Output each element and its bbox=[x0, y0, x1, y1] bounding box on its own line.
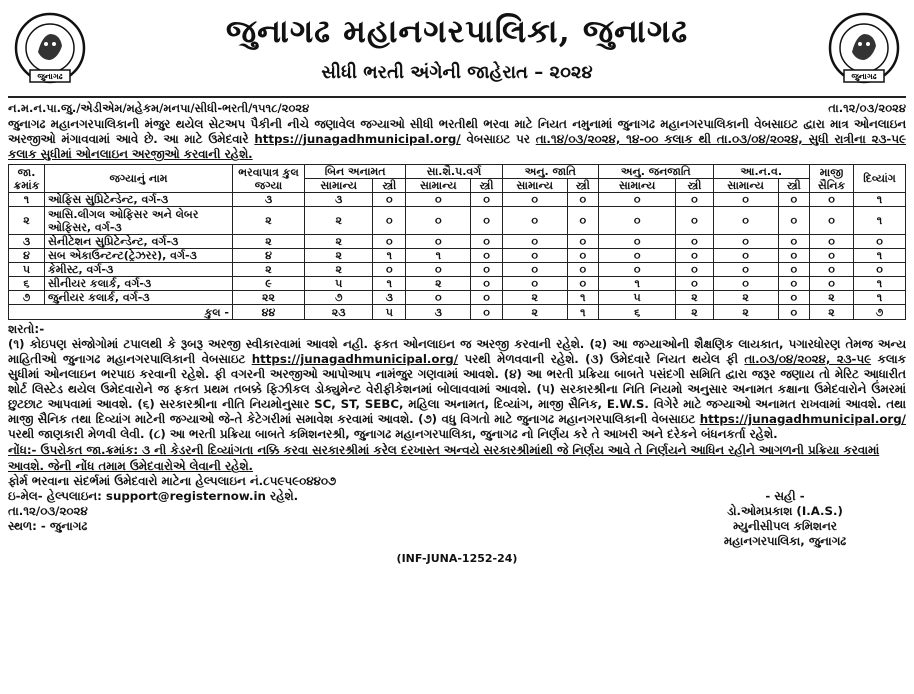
cell-total: ૯ bbox=[233, 277, 305, 291]
cell-ex-serviceman: ૨ bbox=[810, 305, 854, 320]
table-row bbox=[9, 291, 906, 305]
cell-value: ૨ bbox=[305, 207, 373, 235]
signature-block bbox=[670, 489, 900, 549]
cell-value: ૦ bbox=[567, 263, 598, 277]
website-link[interactable]: https://junagadhmunicipal.org/ bbox=[254, 132, 461, 146]
cell-post-name: આસિ.લીગલ ઓફિસર અને લેબર ઓફિસર, વર્ગ-૩ bbox=[45, 207, 233, 235]
sub-female: સ્ત્રી bbox=[471, 179, 502, 193]
municipal-seal-logo bbox=[826, 12, 902, 86]
cell-serial: ૬ bbox=[9, 277, 45, 291]
sub-general: સામાન્ય bbox=[305, 179, 373, 193]
issue-date: તા.૧૨/૦૩/૨૦૨૪ bbox=[8, 504, 88, 518]
cell-ex-serviceman: ૦ bbox=[810, 277, 854, 291]
col-ews: આ.ન.વ. bbox=[713, 165, 809, 179]
header bbox=[8, 6, 906, 98]
cell-value: ૫ bbox=[599, 291, 676, 305]
cell-value: ૦ bbox=[676, 263, 713, 277]
fee-deadline: તા.૦૩/૦૪/૨૦૨૪, ૨૩-૫૯ bbox=[744, 352, 872, 366]
table-row bbox=[9, 263, 906, 277]
cell-total: ૩ bbox=[233, 193, 305, 207]
reference-number: ન.મ.ન.પા.જુ./એડીએમ/મહેકમ/મનપા/સીધી-ભરતી/૧૫૧૮/૨૦૨૪ bbox=[8, 101, 310, 115]
table-row bbox=[9, 249, 906, 263]
cell-value: ૦ bbox=[471, 263, 502, 277]
col-serial: જા. ક્રમાંક bbox=[9, 165, 45, 193]
cell-disabled: ૧ bbox=[854, 291, 906, 305]
cell-value: ૧ bbox=[567, 305, 598, 320]
cell-ex-serviceman: ૦ bbox=[810, 193, 854, 207]
cell-value: ૦ bbox=[713, 193, 778, 207]
cell-serial: ૧ bbox=[9, 193, 45, 207]
cell-serial: ૩ bbox=[9, 235, 45, 249]
cell-value: ૨ bbox=[305, 263, 373, 277]
cell-post-name: સબ એકાઉન્ટન્ટ(ટ્રેઝરર), વર્ગ-૩ bbox=[45, 249, 233, 263]
cell-value: ૦ bbox=[471, 291, 502, 305]
svg-text:જુનાગઢ: જુનાગઢ bbox=[851, 72, 877, 81]
cell-total: ૨૨ bbox=[233, 291, 305, 305]
sub-female: સ્ત્રી bbox=[373, 179, 406, 193]
table-row bbox=[9, 207, 906, 235]
conditions-text: કલાક સુધીમાં ઓનલાઇન ભરપાઇ કરવાની રહેશે. ફી વગરની અરજીઓ આપોઆપ નામંજુર ગણવામાં આવશે. (૪) આ ભરતી પ્રક્રિયા બાબતે પસંદગી સમિતિ દ્વારા જરૂર જણાય તો મેરિટ આધારીત શોર્ટ લિસ્ટેડ થયેલ ઉમેદવારોને જ ફકત પ્રથમ તબક્કે ફિઝીકલ ડોક્યુમેન્ટ વેરીફીકેશનમાં બોલાવવામાં આવશે. (૫) સરકારશ્રીના નિતિ નિયમો અનુસાર અનામત કક્ષાના ઉમેદવારોને ઉંમરમાં છુટછાટ આપવામાં આવશે. (૬) સરકારશ્રીના નીતિ નિયમોનુસાર SC, ST, SEBC, મહિલા અનામત, દિવ્યાંગ, માજી સૈનિક, E.W.S. વિગેરે માટે જગ્યાઓ અનામત રાખવામાં આવશે. તથા માજી સૈનિક તથા દિવ્યાંગ માટેની જગ્યાઓ જે-તે કેટેગરીમાં સમાવેશ કરવામાં આવશે. (૭) વધુ વિગતો માટે જુનાગઢ મહાનગરપાલિકાની વેબસાઇટ bbox=[8, 352, 906, 426]
officer-name: ડો.ઓમપ્રકાશ (I.A.S.) bbox=[727, 504, 843, 518]
intro-paragraph bbox=[8, 117, 906, 162]
note-paragraph: નોંધ:- ઉપરોકત જા.ક્રમાંક: ૩ ની કેડરની દિવ્યાંગતા નક્કિ કરવા સરકારશ્રીમાં કરેલ દરખાસ્ત અન્વયે સરકારશ્રીમાંથી જે નિર્ણય આવે તે નિર્ણયને આધિન રહીને આગળની પ્રક્રિયા કરવામાં આવશે. જેની નોંધ તમામ ઉમેદવારોએ લેવાની રહેશે. bbox=[8, 443, 880, 473]
sub-female: સ્ત્રી bbox=[778, 179, 809, 193]
cell-value: ૦ bbox=[778, 291, 809, 305]
cell-value: ૦ bbox=[778, 207, 809, 235]
cell-value: ૦ bbox=[778, 249, 809, 263]
col-unreserved: બિન અનામત bbox=[305, 165, 406, 179]
cell-value: ૦ bbox=[567, 207, 598, 235]
cell-value: ૦ bbox=[502, 277, 567, 291]
cell-value: ૦ bbox=[471, 207, 502, 235]
cell-post-name: સેનીટેશન સુપ્રિટેન્ડેન્ટ, વર્ગ-૩ bbox=[45, 235, 233, 249]
reference-row bbox=[8, 101, 906, 116]
conditions-title: શરતો:- bbox=[8, 322, 45, 336]
sub-general: સામાન્ય bbox=[713, 179, 778, 193]
cell-ex-serviceman: ૦ bbox=[810, 263, 854, 277]
cell-value: ૫ bbox=[305, 277, 373, 291]
cell-value: ૩ bbox=[373, 291, 406, 305]
officer-organization: મહાનગરપાલિકા, જુનાગઢ bbox=[723, 534, 847, 548]
cell-serial: ૭ bbox=[9, 291, 45, 305]
col-post-name: જગ્યાનું નામ bbox=[45, 165, 233, 193]
cell-value: ૩ bbox=[305, 193, 373, 207]
cell-value: ૦ bbox=[471, 193, 502, 207]
vacancy-rows bbox=[9, 193, 906, 320]
cell-value: ૦ bbox=[676, 277, 713, 291]
cell-disabled: ૧ bbox=[854, 193, 906, 207]
cell-value: ૦ bbox=[406, 235, 471, 249]
cell-value: ૦ bbox=[599, 193, 676, 207]
cell-serial: ૫ bbox=[9, 263, 45, 277]
cell-value: ૭ bbox=[305, 291, 373, 305]
cell-value: ૦ bbox=[778, 193, 809, 207]
cell-value: ૦ bbox=[599, 263, 676, 277]
cell-value: ૦ bbox=[676, 249, 713, 263]
cell-value: ૦ bbox=[567, 235, 598, 249]
cell-ex-serviceman: ૦ bbox=[810, 249, 854, 263]
cell-value: ૦ bbox=[373, 263, 406, 277]
cell-value: ૦ bbox=[567, 193, 598, 207]
cell-value: ૦ bbox=[502, 263, 567, 277]
svg-text:જુનાગઢ: જુનાગઢ bbox=[37, 72, 63, 81]
col-total: ભરવાપાત્ર કુલ જગ્યા bbox=[233, 165, 305, 193]
col-disabled: દિવ્યાંગ bbox=[854, 165, 906, 193]
cell-value: ૨ bbox=[406, 277, 471, 291]
cell-total: ૨ bbox=[233, 235, 305, 249]
cell-value: ૦ bbox=[471, 305, 502, 320]
cell-value: ૨ bbox=[305, 249, 373, 263]
cell-value: ૨ bbox=[713, 291, 778, 305]
total-row bbox=[9, 305, 906, 320]
signature-mark: - સહી - bbox=[765, 489, 805, 503]
cell-value: ૦ bbox=[599, 207, 676, 235]
cell-post-name: કેમીસ્ટ, વર્ગ-૩ bbox=[45, 263, 233, 277]
cell-ex-serviceman: ૨ bbox=[810, 291, 854, 305]
website-link[interactable]: https://junagadhmunicipal.org/ bbox=[699, 412, 906, 426]
cell-value: ૦ bbox=[373, 193, 406, 207]
sub-general: સામાન્ય bbox=[502, 179, 567, 193]
cell-total: ૨ bbox=[233, 263, 305, 277]
page-title: જુનાગઢ મહાનગરપાલિકા, જુનાગઢ bbox=[225, 12, 689, 50]
cell-value: ૫ bbox=[373, 305, 406, 320]
cell-disabled: ૦ bbox=[854, 235, 906, 249]
cell-value: ૦ bbox=[676, 193, 713, 207]
reference-date: તા.૧૨/૦૩/૨૦૨૪ bbox=[828, 101, 906, 115]
cell-total: ૪ bbox=[233, 249, 305, 263]
cell-value: ૦ bbox=[471, 277, 502, 291]
cell-value: ૦ bbox=[567, 249, 598, 263]
sub-female: સ્ત્રી bbox=[567, 179, 598, 193]
helpline-email: ઇ-મેલ- હેલ્પલાઇન: support@registernow.in રહેશે. bbox=[8, 489, 299, 503]
cell-value: ૦ bbox=[502, 235, 567, 249]
cell-serial: ૪ bbox=[9, 249, 45, 263]
cell-disabled: ૧ bbox=[854, 207, 906, 235]
cell-value: ૦ bbox=[676, 235, 713, 249]
cell-disabled: ૭ bbox=[854, 305, 906, 320]
col-st: અનુ. જનજાતિ bbox=[599, 165, 714, 179]
cell-value: ૦ bbox=[676, 207, 713, 235]
cell-value: ૦ bbox=[778, 305, 809, 320]
cell-value: ૦ bbox=[471, 249, 502, 263]
cell-disabled: ૦ bbox=[854, 263, 906, 277]
cell-value: ૧ bbox=[567, 291, 598, 305]
cell-value: ૦ bbox=[778, 263, 809, 277]
cell-value: ૦ bbox=[599, 249, 676, 263]
website-link[interactable]: https://junagadhmunicipal.org/ bbox=[251, 352, 459, 366]
cell-value: ૨૩ bbox=[305, 305, 373, 320]
table-row bbox=[9, 235, 906, 249]
cell-value: ૦ bbox=[373, 235, 406, 249]
issue-place: સ્થળ: - જુનાગઢ bbox=[8, 519, 88, 533]
cell-value: ૦ bbox=[778, 277, 809, 291]
cell-total: ૨ bbox=[233, 207, 305, 235]
cell-value: ૦ bbox=[471, 235, 502, 249]
cell-value: ૧ bbox=[373, 249, 406, 263]
col-sc: અનુ. જાતિ bbox=[502, 165, 598, 179]
cell-value: ૦ bbox=[502, 207, 567, 235]
total-label: કુલ - bbox=[9, 305, 233, 320]
cell-value: ૩ bbox=[406, 305, 471, 320]
page-subtitle: સીધી ભરતી અંગેની જાહેરાત – ૨૦૨૪ bbox=[321, 62, 593, 83]
cell-value: ૨ bbox=[305, 235, 373, 249]
cell-value: ૦ bbox=[406, 291, 471, 305]
sub-general: સામાન્ય bbox=[406, 179, 471, 193]
footer bbox=[8, 489, 906, 565]
col-ex-serviceman: માજી સૈનિક bbox=[810, 165, 854, 193]
col-sebc: સા.શૈ.પ.વર્ગ bbox=[406, 165, 502, 179]
cell-value: ૦ bbox=[406, 263, 471, 277]
vacancy-table bbox=[8, 164, 906, 320]
cell-post-name: ઓફિસ સુપ્રિટેન્ડેન્ટ, વર્ગ-૩ bbox=[45, 193, 233, 207]
cell-value: ૧ bbox=[373, 277, 406, 291]
helpline-number: ફોર્મ ભરવાના સંદર્ભમાં ઉમેદવારો માટેના હેલ્પલાઇન નં.૮૫૯૫૯૦૪૪૦૭ bbox=[8, 474, 337, 488]
officer-designation: મ્યુનીસીપલ કમિશનર bbox=[733, 519, 837, 533]
cell-value: ૨ bbox=[713, 305, 778, 320]
cell-ex-serviceman: ૦ bbox=[810, 207, 854, 235]
cell-value: ૦ bbox=[373, 207, 406, 235]
cell-post-name: સીનીયર કલાર્ક, વર્ગ-૩ bbox=[45, 277, 233, 291]
footer-left bbox=[8, 489, 298, 534]
cell-value: ૦ bbox=[567, 277, 598, 291]
conditions-text: (૧) કોઇપણ સંજોગોમાં ટપાલથી કે રૂબરૂ અરજી સ્વીકારવામાં આવશે નહી. ફકત ઓનલાઇન જ અરજી કરવાની રહેશે. (૨) આ જગ્યાઓની શૈક્ષણિક લાયકાત, પગારધોરણ તેમજ અન્ય માહિતીઓ જુનાગઢ મહાનગરપાલિકાની વેબસાઇટ bbox=[8, 337, 906, 366]
cell-value: ૨ bbox=[676, 291, 713, 305]
cell-value: ૦ bbox=[778, 235, 809, 249]
cell-value: ૧ bbox=[599, 277, 676, 291]
cell-value: ૨ bbox=[502, 291, 567, 305]
cell-value: ૨ bbox=[676, 305, 713, 320]
cell-ex-serviceman: ૦ bbox=[810, 235, 854, 249]
cell-serial: ૨ bbox=[9, 207, 45, 235]
cell-value: ૧ bbox=[406, 249, 471, 263]
cell-value: ૦ bbox=[502, 193, 567, 207]
sub-general: સામાન્ય bbox=[599, 179, 676, 193]
conditions-text: પરથી જાણકારી મેળવી લેવી. (૮) આ ભરતી પ્રક્રિયા બાબતે કમિશનરશ્રી, જુનાગઢ મહાનગરપાલિકા, જુનાગઢ નો નિર્ણય કરે તે આખરી અને દરેકને બંધનકર્તા રહેશે. bbox=[8, 427, 778, 441]
cell-value: ૦ bbox=[502, 249, 567, 263]
cell-value: ૦ bbox=[713, 263, 778, 277]
cell-disabled: ૧ bbox=[854, 277, 906, 291]
sub-female: સ્ત્રી bbox=[676, 179, 713, 193]
cell-total: ૪૪ bbox=[233, 305, 305, 320]
cell-value: ૦ bbox=[599, 235, 676, 249]
table-row bbox=[9, 277, 906, 291]
cell-value: ૨ bbox=[502, 305, 567, 320]
application-deadline: તા.૧૪/૦૩/૨૦૨૪, ૧૪-૦૦ કલાક થી તા.૦૩/૦૪/૨૦૨૪, સુધી રાત્રીના ૨૩-૫૯ કલાક સુધીમાં ઓનલાઇન અરજીઓ કરવાની રહેશે. bbox=[8, 132, 907, 161]
table-row bbox=[9, 193, 906, 207]
info-reference: (INF-JUNA-1252-24) bbox=[396, 552, 518, 565]
cell-value: ૦ bbox=[713, 249, 778, 263]
cell-post-name: જુનીયર કલાર્ક, વર્ગ-૩ bbox=[45, 291, 233, 305]
conditions-paragraph bbox=[8, 337, 906, 442]
cell-value: ૦ bbox=[713, 277, 778, 291]
cell-value: ૦ bbox=[713, 235, 778, 249]
cell-value: ૦ bbox=[406, 207, 471, 235]
cell-value: ૦ bbox=[713, 207, 778, 235]
intro-text-2: વેબસાઇટ પર bbox=[466, 132, 530, 146]
conditions-text: પરથી મેળવવાની રહેશે. (૩) ઉમેદવારે નિયત થયેલ ફી bbox=[464, 352, 738, 366]
cell-value: ૦ bbox=[406, 193, 471, 207]
intro-text: જુનાગઢ મહાનગરપાલિકાની મંજુર થયેલ સેટઅપ પૈકીની નીચે જણાવેલ જગ્યાઓ સીધી ભરતીથી ભરવા માટે નિયત નમુનામાં જુનાગઢ મહાનગરપાલિકાની વેબસાઇટ દ્વારા માત્ર ઓનલાઇન અરજીઓ મંગાવવામાં આવે છે. આ માટે ઉમેદવારે bbox=[8, 117, 906, 146]
cell-disabled: ૧ bbox=[854, 249, 906, 263]
cell-value: ૬ bbox=[599, 305, 676, 320]
